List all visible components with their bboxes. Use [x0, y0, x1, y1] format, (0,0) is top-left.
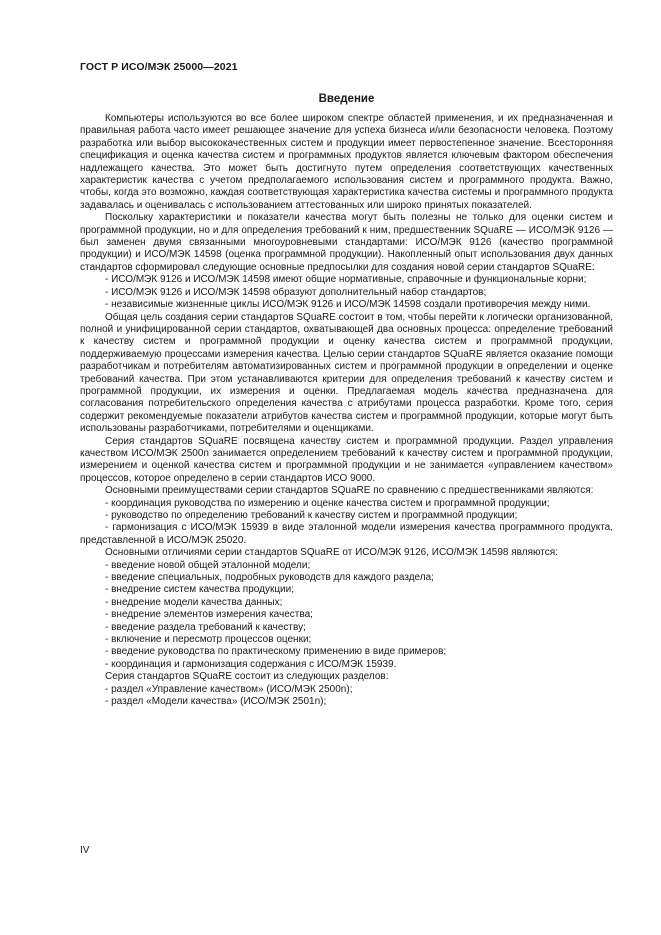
- paragraph: Серия стандартов SQuaRE посвящена качеству систем и программной продукции. Раздел управления качеством ИСО/МЭК 2500n занимается определением требований к качеству систем и программной продукции, измерением и оценкой качества систем и программной продукции и не занимается «управлением качеством» процессов, которое определено в серии стандартов ИСО 9000.: [80, 435, 613, 484]
- document-header: ГОСТ Р ИСО/МЭК 25000—2021: [80, 61, 238, 73]
- list-item: - координация и гармонизация содержания с ИСО/МЭК 15939.: [105, 658, 397, 670]
- paragraph: Поскольку характеристики и показатели качества могут быть полезны не только для оценки систем и программной продукции, но и для определения требований к ним, предшественник SQuaRE — ИСО/МЭК 9126 — был заменен двумя связанными многоуровневыми стандартами: ИСО/МЭК 9126 (качество программной продукции) и ИСО/МЭК 14598 (оценка программной продукции). Накопленный опыт использования двух данных стандартов сформировал следующие основные предпосылки для создания новой серии стандартов SQuaRE:: [80, 212, 613, 273]
- paragraph: Основными отличиями серии стандартов SQuaRE от ИСО/МЭК 9126, ИСО/МЭК 14598 являются:: [105, 547, 558, 559]
- list-item: - внедрение систем качества продукции;: [105, 584, 294, 596]
- list-item: - введение раздела требований к качеству;: [105, 621, 306, 633]
- list-item: - внедрение модели качества данных;: [105, 596, 283, 608]
- paragraph: Основными преимуществами серии стандартов SQuaRE по сравнению с предшественниками являются:: [105, 485, 594, 497]
- list-item: - раздел «Управление качеством» (ИСО/МЭК 2500n);: [105, 683, 353, 695]
- list-item: - ИСО/МЭК 9126 и ИСО/МЭК 14598 образуют дополнительный набор стандартов;: [105, 286, 487, 298]
- paragraph: Компьютеры используются во все более широком спектре областей применения, и их предназначенная и правильная работа часто имеет решающее значение для успеха бизнеса и/или безопасности человека. Поэтому разработка или выбор высококачественных систем и продукции имеет первостепенное значение. Всесторонняя спецификация и оценка качества систем и программных продуктов является ключевым фактором обеспечения надлежащего качества. Это может быть достигнуто путем определения соответствующих качественных характеристик качества с учетом предполагаемого использования систем и программного продукта. Важно, чтобы, когда это возможно, каждая соответствующая характеристика качества системы и программного продукта задавалась и оценивалась с использованием аттестованных или широко принятых показателей.: [80, 113, 613, 211]
- page-number: IV: [80, 845, 90, 856]
- list-item: - включение и пересмотр процессов оценки;: [105, 634, 312, 646]
- list-item: - введение специальных, подробных руководств для каждого раздела;: [105, 572, 434, 584]
- list-item: - внедрение элементов измерения качества;: [105, 609, 313, 621]
- list-item: - ИСО/МЭК 9126 и ИСО/МЭК 14598 имеют общие нормативные, справочные и функциональные корни;: [105, 274, 587, 286]
- list-item: - гармонизация с ИСО/МЭК 15939 в виде эталонной модели измерения качества программного продукта, представленной в ИСО/МЭК 25020.: [80, 522, 613, 546]
- list-item: - раздел «Модели качества» (ИСО/МЭК 2501n);: [105, 696, 327, 708]
- list-item: - независимые жизненные циклы ИСО/МЭК 9126 и ИСО/МЭК 14598 создали противоречия между ними.: [105, 299, 591, 311]
- paragraph: Общая цель создания серии стандартов SQuaRE состоит в том, чтобы перейти к логически организованной, полной и унифицированной серии стандартов, охватывающей два основных процесса: определение требований к качеству систем и программной продукции и оценку качества систем и программной продукции, поддерживаемую процессами измерения качества. Целью серии стандартов SQuaRE является оказание помощи разработчикам и потребителям автоматизированных систем и программной продукции в определении и оценке требований качества. При этом устанавливаются критерии для определения требований к качеству систем и программной продукции, их измерения и оценки. Предлагаемая модель качества предназначена для согласования потребительского определения качества с атрибутами процесса разработки. Кроме того, серия содержит рекомендуемые показатели атрибутов качества систем и программной продукции, которые могут быть использованы разработчиками, потребителями и оценщиками.: [80, 311, 613, 435]
- section-title: Введение: [318, 93, 375, 105]
- document-body: [80, 113, 613, 709]
- paragraph: Серия стандартов SQuaRE состоит из следующих разделов:: [105, 671, 389, 683]
- list-item: - координация руководства по измерению и оценке качества систем и программной продукции;: [105, 497, 550, 509]
- list-item: - введение руководства по практическому применению в виде примеров;: [105, 646, 447, 658]
- list-item: - руководство по определению требований к качеству систем и программной продукции;: [105, 510, 518, 521]
- list-item: - введение новой общей эталонной модели;: [105, 559, 311, 571]
